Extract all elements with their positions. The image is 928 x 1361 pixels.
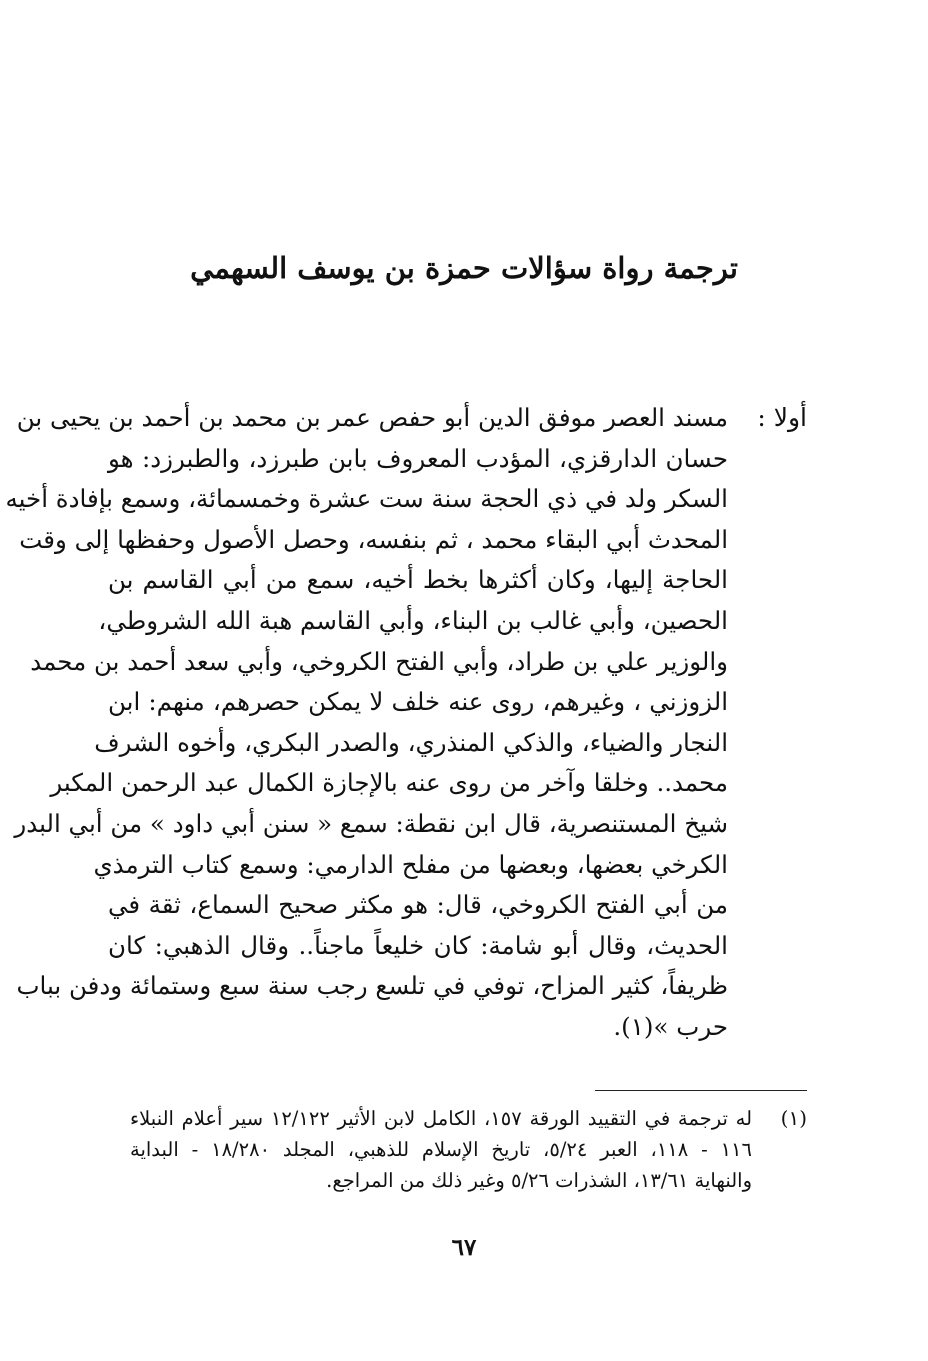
footnote-line: له ترجمة في التقييد الورقة ١٥٧، الكامل لابن الأثير ١٢/١٢٢ سير أعلام النبلاء <box>130 1107 753 1130</box>
body-line-last: حرب »(١). <box>613 1011 728 1041</box>
body-line: من أبي الفتح الكروخي، قال: هو مكثر صحيح السماع، ثقة في <box>108 890 728 920</box>
footnote-separator <box>595 1090 807 1091</box>
footnote-line-last: والنهاية ١٣/٦١، الشذرات ٥/٢٦ وغير ذلك من المراجع. <box>326 1169 752 1192</box>
body-line: المحدث أبي البقاء محمد ، ثم بنفسه، وحصل الأصول وحفظها إلى وقت <box>19 524 728 554</box>
footnote-line: ١١٦ - ١١٨، العبر ٥/٢٤، تاريخ الإسلام للذهبي، المجلد ١٨/٢٨٠ - البداية <box>130 1138 752 1161</box>
body-line: الحديث، وقال أبو شامة: كان خليعاً ماجناً.. وقال الذهبي: كان <box>108 930 728 960</box>
body-line: الكرخي بعضها، وبعضها من مفلح الدارمي: وسمع كتاب الترمذي <box>93 849 728 879</box>
body-line: شيخ المستنصرية، قال ابن نقطة: سمع « سنن أبي داود » من أبي البدر <box>14 808 728 838</box>
body-line: والوزير علي بن طراد، وأبي الفتح الكروخي، وأبي سعد أحمد بن محمد <box>30 646 728 676</box>
body-line: الحصين، وأبي غالب بن البناء، وأبي القاسم هبة الله الشروطي، <box>98 605 728 635</box>
body-line: مسند العصر موفق الدين أبو حفص عمر بن محمد بن أحمد بن يحيى بن <box>16 403 728 432</box>
footnote-marker: (١) <box>780 1106 807 1130</box>
page-number: ٦٧ <box>451 1234 477 1261</box>
page-title: ترجمة رواة سؤالات حمزة بن يوسف السهمي <box>190 251 738 285</box>
body-line: الزوزني ، وغيرهم، روى عنه خلف لا يمكن حصرهم، منهم: ابن <box>108 687 728 717</box>
footnote-text <box>130 1103 752 1196</box>
body-line: ظريفاً، كثير المزاح، توفي في تلسع رجب سنة سبع وستمائة ودفن بباب <box>16 971 728 1001</box>
body-line: السكر ولد في ذي الحجة سنة ست عشرة وخمسمائة، وسمع بإفادة أخيه <box>5 484 728 514</box>
body-line: الحاجة إليها، وكان أكثرها بخط أخيه، سمع من أبي القاسم بن <box>108 565 728 595</box>
body-line: النجار والضياء، والذكي المنذري، والصدر البكري، وأخوه الشرف <box>94 727 728 757</box>
entry-body <box>5 398 728 1048</box>
body-line: محمد.. وخلقا وآخر من روى عنه بالإجازة الكمال عبد الرحمن المكبر <box>50 768 728 798</box>
body-line: حسان الدارقزي، المؤدب المعروف بابن طبرزد، والطبرزد: هو <box>108 443 728 473</box>
entry-label: أولا : <box>757 403 807 432</box>
